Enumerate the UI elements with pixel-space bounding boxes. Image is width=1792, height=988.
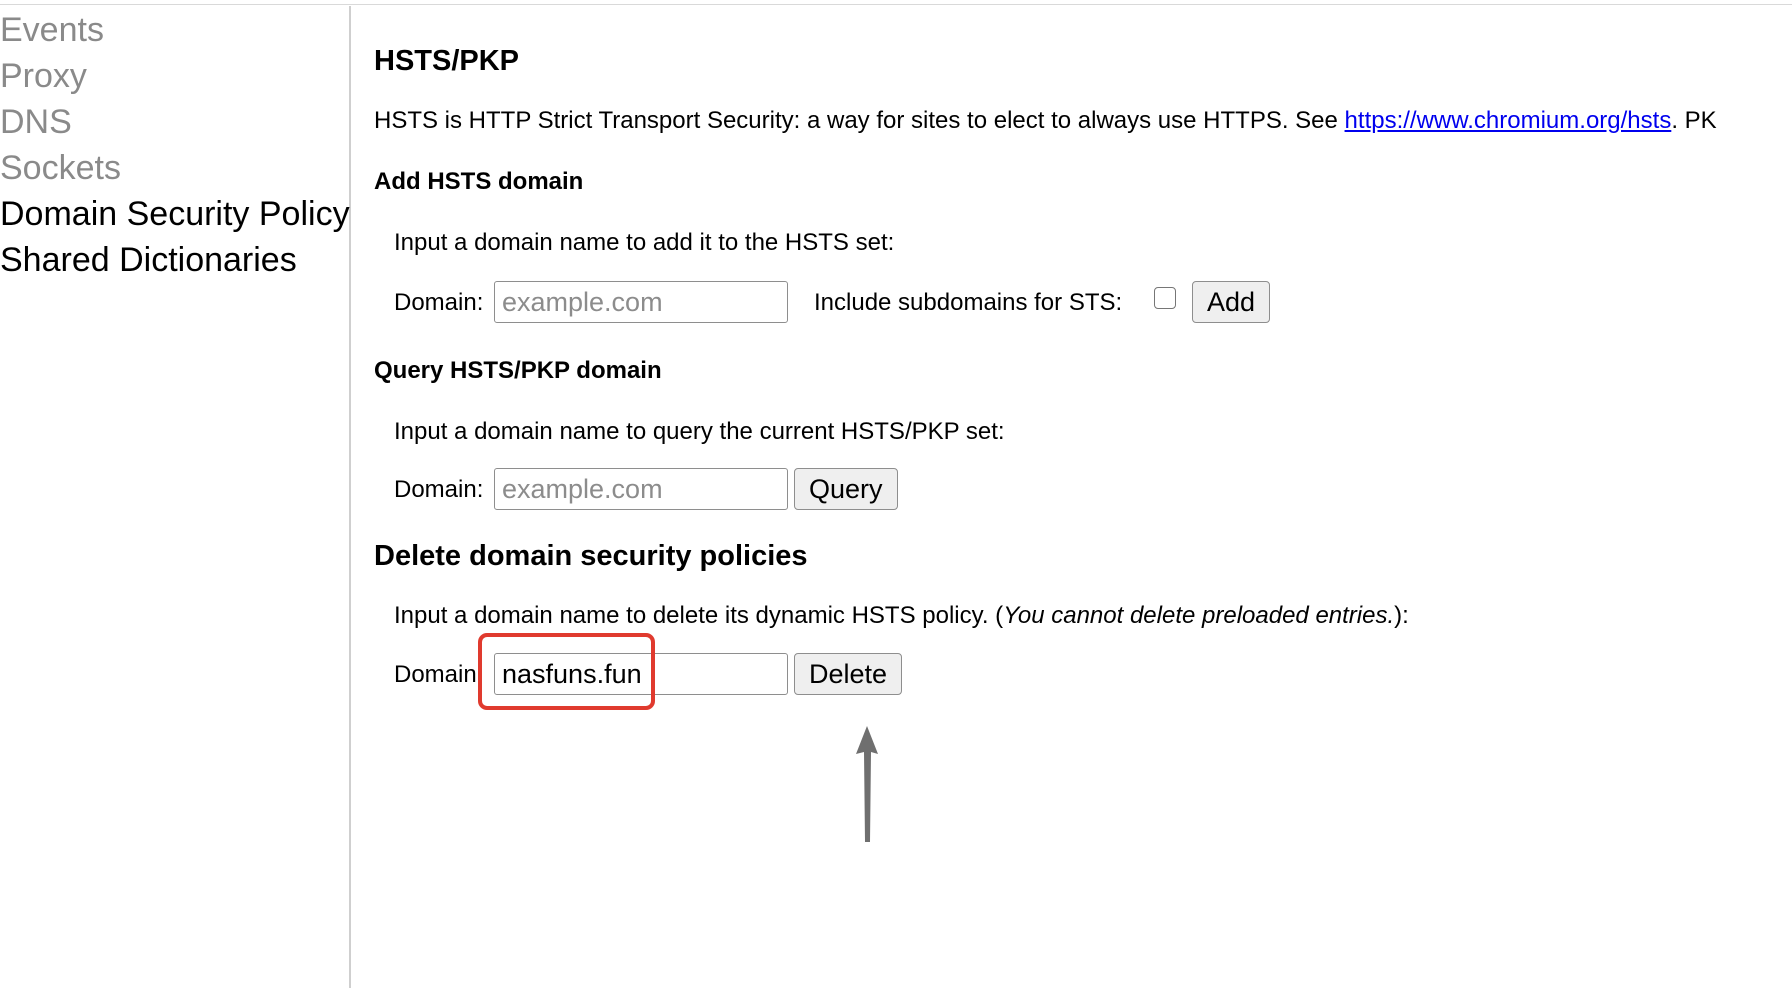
query-hsts-instruction: Input a domain name to query the current HSTS/PKP set: bbox=[394, 418, 1005, 445]
delete-instruction bbox=[394, 602, 1409, 630]
delete-instruction-suffix: ): bbox=[1394, 602, 1409, 629]
sidebar-item-events[interactable]: Events bbox=[0, 11, 104, 49]
delete-domain-label: Domain: bbox=[394, 661, 484, 688]
delete-policies-heading: Delete domain security policies bbox=[374, 540, 808, 572]
add-domain-label: Domain: bbox=[394, 289, 484, 316]
intro-paragraph bbox=[374, 107, 1717, 135]
intro-text: HSTS is HTTP Strict Transport Security: a way for sites to elect to always use HTTPS. See bbox=[374, 107, 1345, 134]
intro-text-after: . PK bbox=[1671, 107, 1717, 134]
include-subdomains-checkbox[interactable] bbox=[1154, 287, 1176, 309]
query-hsts-heading: Query HSTS/PKP domain bbox=[374, 357, 662, 384]
add-hsts-instruction: Input a domain name to add it to the HSTS set: bbox=[394, 229, 895, 256]
delete-instruction-prefix: Input a domain name to delete its dynamic HSTS policy. ( bbox=[394, 602, 1004, 629]
query-button[interactable]: Query bbox=[794, 468, 898, 510]
sidebar-item-dns[interactable]: DNS bbox=[0, 103, 72, 141]
sidebar-item-proxy[interactable]: Proxy bbox=[0, 57, 87, 95]
add-hsts-heading: Add HSTS domain bbox=[374, 168, 584, 195]
hsts-link[interactable]: https://www.chromium.org/hsts bbox=[1344, 107, 1672, 134]
main-content bbox=[374, 0, 1792, 988]
annotation-arrow-icon bbox=[852, 724, 882, 844]
sidebar bbox=[0, 6, 351, 988]
include-subdomains-label: Include subdomains for STS: bbox=[814, 289, 1123, 316]
page-title: HSTS/PKP bbox=[374, 45, 520, 77]
add-button[interactable]: Add bbox=[1192, 281, 1270, 323]
delete-instruction-italic: You cannot delete preloaded entries. bbox=[1003, 602, 1395, 629]
delete-button[interactable]: Delete bbox=[794, 653, 902, 695]
delete-domain-input[interactable] bbox=[494, 653, 788, 695]
add-domain-input[interactable] bbox=[494, 281, 788, 323]
sidebar-item-domain-security-policy[interactable]: Domain Security Policy bbox=[0, 195, 350, 233]
sidebar-item-shared-dictionaries[interactable]: Shared Dictionaries bbox=[0, 241, 297, 279]
sidebar-item-sockets[interactable]: Sockets bbox=[0, 149, 121, 187]
query-domain-label: Domain: bbox=[394, 476, 484, 503]
query-domain-input[interactable] bbox=[494, 468, 788, 510]
